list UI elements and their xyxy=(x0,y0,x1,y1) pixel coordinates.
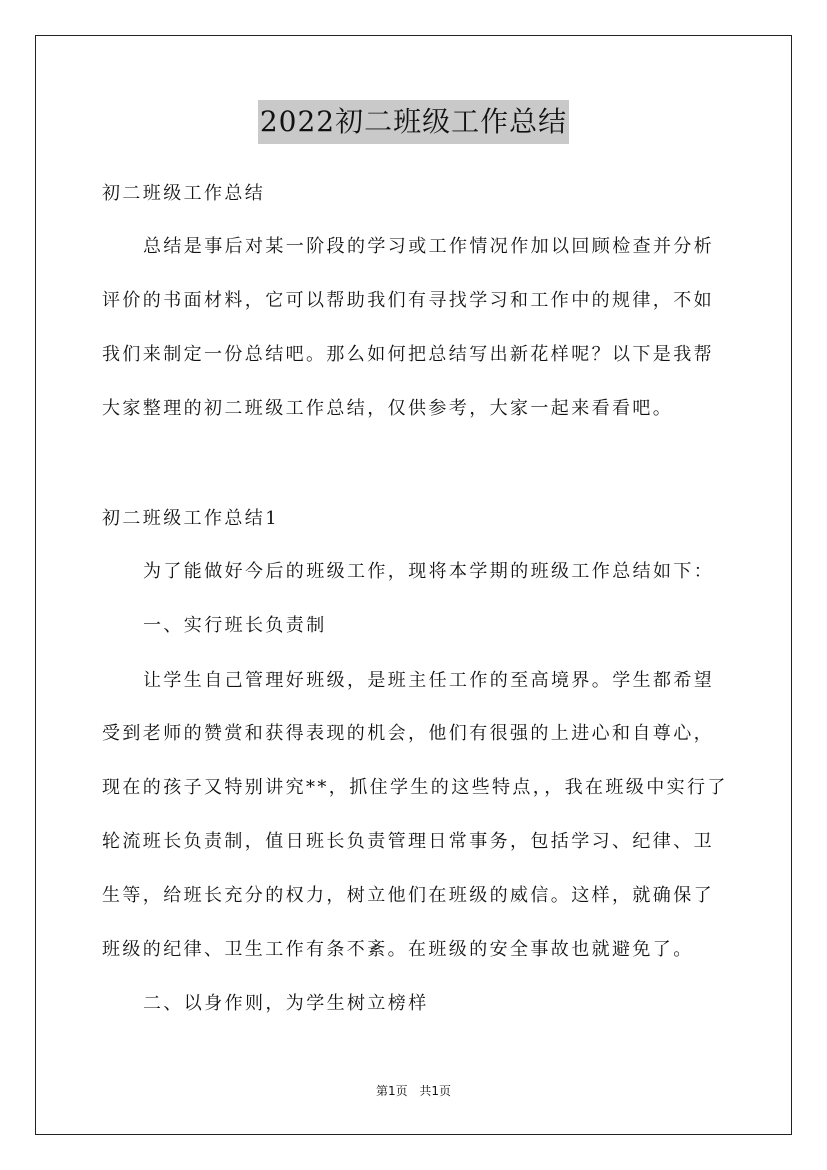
body-line: 生等，给班长充分的权力，树立他们在班级的威信。这样，就确保了 xyxy=(102,885,714,906)
intro-line: 我们来制定一份总结吧。那么如何把总结写出新花样呢？以下是我帮 xyxy=(102,344,714,365)
document-subtitle: 初二班级工作总结 xyxy=(102,183,266,204)
intro-line: 总结是事后对某一阶段的学习或工作情况作加以回顾检查并分析 xyxy=(143,236,715,257)
page-number: 第1页 xyxy=(375,1084,408,1098)
section-heading: 初二班级工作总结1 xyxy=(102,508,280,529)
intro-line: 大家整理的初二班级工作总结，仅供参考，大家一起来看看吧。 xyxy=(102,398,674,419)
body-line: 现在的孩子又特别讲究**，抓住学生的这些特点，，我在班级中实行了 xyxy=(102,777,728,798)
document-title-wrapper xyxy=(0,100,827,144)
body-line: 轮流班长负责制，值日班长负责管理日常事务，包括学习、纪律、卫 xyxy=(102,831,714,852)
intro-line: 评价的书面材料，它可以帮助我们有寻找学习和工作中的规律，不如 xyxy=(102,290,714,311)
section-lead: 为了能做好今后的班级工作，现将本学期的班级工作总结如下： xyxy=(143,561,715,582)
body-line: 班级的纪律、卫生工作有条不紊。在班级的安全事故也就避免了。 xyxy=(102,939,694,960)
body-line: 受到老师的赞赏和获得表现的机会，他们有很强的上进心和自尊心， xyxy=(102,723,714,744)
point-heading: 二、以身作则，为学生树立榜样 xyxy=(143,993,429,1014)
page-footer xyxy=(0,1082,827,1100)
page-total: 共1页 xyxy=(419,1084,452,1098)
document-title: 2022初二班级工作总结 xyxy=(258,100,569,144)
body-line: 让学生自己管理好班级，是班主任工作的至高境界。学生都希望 xyxy=(143,670,715,691)
point-heading: 一、实行班长负责制 xyxy=(143,615,327,636)
